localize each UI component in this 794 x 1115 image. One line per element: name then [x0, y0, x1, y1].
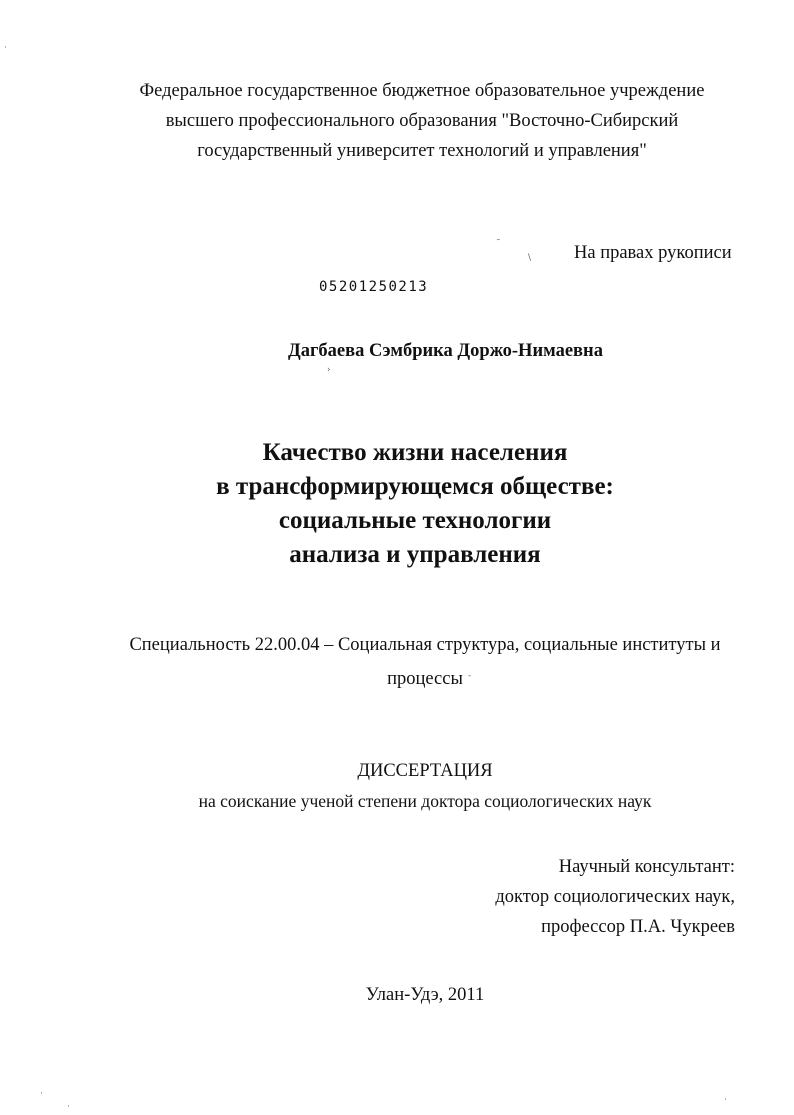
scan-speck: \	[528, 253, 532, 263]
scan-speck: ·	[4, 43, 7, 53]
advisor-line: доктор социологических наук,	[495, 887, 735, 907]
title-line: в трансформирующемся обществе:	[216, 473, 614, 500]
scientific-advisor	[495, 852, 735, 942]
title-line: социальные технологии	[278, 507, 552, 534]
institution-line: Федеральное государственное бюджетное образовательное учреждение	[139, 81, 705, 101]
catalog-code: 05201250213	[319, 279, 429, 295]
scan-speck: ·	[40, 1089, 43, 1099]
manuscript-rights-label: На правах рукописи	[574, 243, 732, 263]
advisor-line: профессор П.А. Чукреев	[541, 917, 735, 937]
degree-type: ДИССЕРТАЦИЯ	[357, 761, 493, 781]
degree-purpose: на соискание ученой степени доктора социологических наук	[198, 791, 652, 811]
scan-speck: -	[468, 671, 472, 681]
scan-speck: ˜	[496, 239, 501, 249]
scan-speck: ›	[327, 365, 331, 375]
author-name: Дагбаева Сэмбрика Доржо-Нимаевна	[288, 341, 603, 361]
title-line: анализа и управления	[289, 541, 541, 568]
advisor-line: Научный консультант:	[558, 857, 735, 877]
specialty-line: процессы	[387, 669, 463, 689]
institution-line: государственный университет технологий и управления"	[197, 141, 647, 161]
place-and-year: Улан-Удэ, 2011	[365, 985, 485, 1005]
institution-line: высшего профессионального образования "Восточно-Сибирский	[165, 111, 679, 131]
scan-speck: ·	[724, 1095, 727, 1105]
scan-speck: ·	[67, 1102, 70, 1112]
title-line: Качество жизни населения	[262, 439, 568, 466]
specialty-line: Специальность 22.00.04 – Социальная структура, социальные институты и	[129, 635, 721, 655]
institution-name	[40, 76, 794, 166]
specialty	[28, 628, 794, 696]
dissertation-title	[18, 436, 794, 572]
